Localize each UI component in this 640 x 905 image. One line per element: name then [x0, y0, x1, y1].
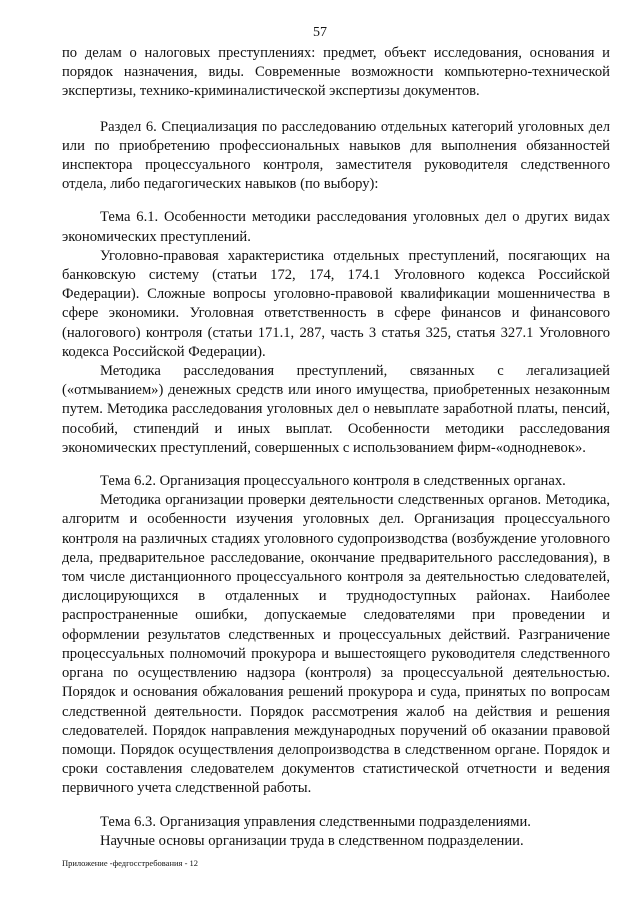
topic-6-3-paragraph-1: Научные основы организации труда в следственном подразделении.	[100, 832, 524, 849]
topic-6-1-paragraph-1: Уголовно-правовая характеристика отдельных преступлений, посягающих на банковскую систему (статьи 172, 174, 174.1 Уголовного кодекса Российской Федерации). Сложные вопросы уголовно-правовой квалификации мошенничества в сфере экономики. Уголовная ответственность в сфере финансов и финансового (налогового) контроля (статьи 171.1, 287, часть 3 статья 325, статья 327.1 Уголовного кодекса Российской Федерации).	[62, 247, 610, 360]
page-footer: Приложение -федгосстребования - 12	[62, 858, 199, 868]
topic-6-1-title: Тема 6.1. Особенности методики расследования уголовных дел о других видах экономических преступлений.	[62, 209, 610, 245]
intro-continuation-paragraph: по делам о налоговых преступлениях: предмет, объект исследования, основания и порядок назначения, виды. Современные возможности компьютерно-технической экспертизы, технико-криминалистической экспертизы документов.	[62, 45, 610, 100]
topic-6-3-title: Тема 6.3. Организация управления следственными подразделениями.	[100, 813, 531, 830]
topic-6-2-title: Тема 6.2. Организация процессуального контроля в следственных органах.	[100, 473, 566, 490]
section-6-heading: Раздел 6. Специализация по расследованию отдельных категорий уголовных дел или по приобретению профессиональных навыков для выполнения обязанностей инспектора процессуального контроля, заместителя руководителя следственного отдела, либо педагогических навыков (по выбору):	[62, 118, 610, 193]
topic-6-1-paragraph-2: Методика расследования преступлений, связанных с легализацией («отмыванием») денежных средств или иного имущества, приобретенных незаконным путем. Методика расследования уголовных дел о невыплате заработной платы, пенсий, пособий, стипендий и иных выплат. Особенности методики расследования экономических преступлений, совершенных с использованием фирм-«однодневок».	[62, 363, 610, 456]
topic-6-2-paragraph-1: Методика организации проверки деятельности следственных органов. Методика, алгоритм и особенности изучения уголовных дел. Организация процессуального контроля на различных стадиях уголовного судопроизводства (возбуждение уголовного дела, предварительное расследование, окончание предварительного расследования), в том числе дистанционного процессуального контроля за деятельностью следователей, дислоцирующихся в отдаленных и труднодоступных районах. Наиболее распространенные ошибки, допускаемые следователями при проведении и оформлении результатов следственных и процессуальных действий. Разграничение процессуальных полномочий прокурора и вышестоящего руководителя следственного органа по осуществлению надзора (контроля) за процессуальной деятельностью. Порядок и основания обжалования решений прокурора и суда, принятых по вопросам следственной деятельности. Порядок рассмотрения жалоб на действия и решения следователей. Порядок направления международных поручений об оказании правовой помощи. Порядок осуществления делопроизводства в следственном органе. Порядок и сроки составления следователем документов статистической отчетности и ведения первичного учета следственной работы.	[62, 492, 610, 797]
page-number: 57	[313, 25, 327, 40]
document-body	[62, 44, 610, 851]
